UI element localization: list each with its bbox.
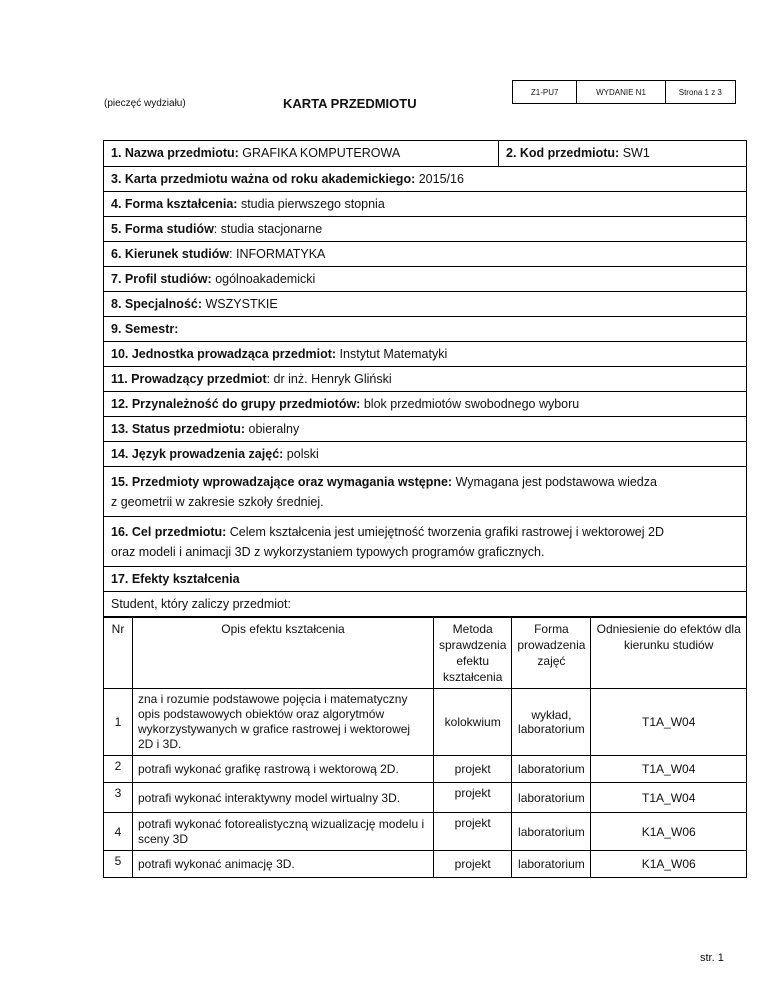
table-row [104,851,746,877]
course-group-value: blok przedmiotów swobodnego wyboru [363,397,580,411]
document-title: KARTA PRZEDMIOTU [283,96,417,111]
row-field-of-study [104,242,746,267]
table-row [104,813,746,851]
page-indicator: Strona 1 z 3 [665,81,735,103]
row-nr: 3 [104,783,133,813]
document-code-box [512,80,736,104]
form-code: Z1-PU7 [530,87,559,97]
row-reference: T1A_W04 [591,783,746,813]
row-description: potrafi wykonać fotorealistyczną wizualizację modelu i sceny 3D [133,813,434,851]
lecturer-value: : dr inż. Henryk Gliński [266,372,392,386]
course-code-label: 2. Kod przedmiotu: [506,146,620,160]
row-student-line [104,592,746,617]
col-description: Opis efektu kształcenia [133,618,434,689]
row-form: laboratorium [512,813,591,851]
table-row [104,756,746,783]
row-nr: 1 [104,689,133,756]
study-form-label: 5. Forma studiów [111,222,214,236]
row-education-form [104,192,746,217]
row-valid-year [104,167,746,192]
prerequisites-value-cont: z geometrii w zakresie szkoły średniej. [111,495,324,509]
row-lecturer [104,367,746,392]
page-number: str. 1 [700,952,724,964]
row-method: projekt [434,756,512,783]
edition-code: WYDANIE N1 [576,81,664,103]
education-form-label: 4. Forma kształcenia: [111,197,238,211]
row-reference: K1A_W06 [591,851,746,877]
row-course-status [104,417,746,442]
row-reference: T1A_W04 [591,689,746,756]
row-course-group [104,392,746,417]
study-form-value: : studia stacjonarne [213,222,323,236]
row-description: zna i rozumie podstawowe pojęcia i matematyczny opis podstawowych obiektów oraz algorytmów wykorzystywanych w grafice rastrowej i wektorowej 2D i 3D. [133,689,434,756]
row-method: projekt [434,813,512,851]
row-specialty [104,292,746,317]
prerequisites-value: Wymagana jest podstawowa wiedza [455,475,657,489]
col-method: Metoda sprawdzenia efektu kształcenia [434,618,512,689]
row-course-name [104,141,746,167]
course-code-value: SW1 [622,146,650,160]
language-label: 14. Język prowadzenia zajęć: [111,447,284,461]
course-name-label: 1. Nazwa przedmiotu: [111,146,239,160]
row-language [104,442,746,467]
row-method: projekt [434,783,512,813]
valid-year-label: 3. Karta przedmiotu ważna od roku akademickiego: [111,172,416,186]
row-study-form [104,217,746,242]
row-method: kolokwium [434,689,512,756]
specialty-value: WSZYSTKIE [205,297,278,311]
course-goal-label: 16. Cel przedmiotu: [111,525,227,539]
table-row [104,783,746,813]
row-prerequisites [104,467,746,517]
table-header-row [104,618,746,689]
semester-label: 9. Semestr: [111,322,179,336]
course-name-value: GRAFIKA KOMPUTEROWA [242,146,401,160]
row-course-goal [104,517,746,567]
student-line: Student, który zaliczy przedmiot: [111,597,291,611]
row-form: laboratorium [512,783,591,813]
faculty-stamp-label: (pieczęć wydziału) [104,98,186,109]
row-semester [104,317,746,342]
prerequisites-label: 15. Przedmioty wprowadzające oraz wymagania wstępne: [111,475,453,489]
col-nr: Nr [104,618,133,689]
row-description: potrafi wykonać grafikę rastrową i wektorową 2D. [133,756,434,783]
learning-outcomes-label: 17. Efekty kształcenia [111,572,240,586]
row-form: wykład, laboratorium [512,689,591,756]
specialty-label: 8. Specjalność: [111,297,203,311]
row-study-profile [104,267,746,292]
row-learning-outcomes [104,567,746,592]
field-of-study-value: : INFORMATYKA [229,247,326,261]
row-description: potrafi wykonać animację 3D. [133,851,434,877]
field-of-study-label: 6. Kierunek studiów [111,247,230,261]
course-group-label: 12. Przynależność do grupy przedmiotów: [111,397,361,411]
study-profile-label: 7. Profil studiów: [111,272,212,286]
course-status-value: obieralny [248,422,300,436]
row-unit [104,342,746,367]
study-profile-value: ogólnoakademicki [215,272,316,286]
row-nr: 4 [104,813,133,851]
course-card-form [103,140,747,878]
unit-value: Instytut Matematyki [339,347,448,361]
row-method: projekt [434,851,512,877]
course-goal-value-cont: oraz modeli i animacji 3D z wykorzystaniem typowych programów graficznych. [111,545,545,559]
row-nr: 5 [104,851,133,877]
row-form: laboratorium [512,851,591,877]
valid-year-value: 2015/16 [418,172,464,186]
table-row [104,689,746,756]
course-status-label: 13. Status przedmiotu: [111,422,246,436]
row-reference: K1A_W06 [591,813,746,851]
language-value: polski [286,447,319,461]
row-description: potrafi wykonać interaktywny model wirtualny 3D. [133,783,434,813]
row-nr: 2 [104,756,133,783]
course-goal-value: Celem kształcenia jest umiejętność tworzenia grafiki rastrowej i wektorowej 2D [229,525,664,539]
education-form-value: studia pierwszego stopnia [240,197,385,211]
lecturer-label: 11. Prowadzący przedmiot [111,372,267,386]
row-reference: T1A_W04 [591,756,746,783]
col-form: Forma prowadzenia zajęć [512,618,591,689]
col-reference: Odniesienie do efektów dla kierunku studiów [591,618,746,689]
unit-label: 10. Jednostka prowadząca przedmiot: [111,347,337,361]
learning-outcomes-table [104,617,746,877]
row-form: laboratorium [512,756,591,783]
